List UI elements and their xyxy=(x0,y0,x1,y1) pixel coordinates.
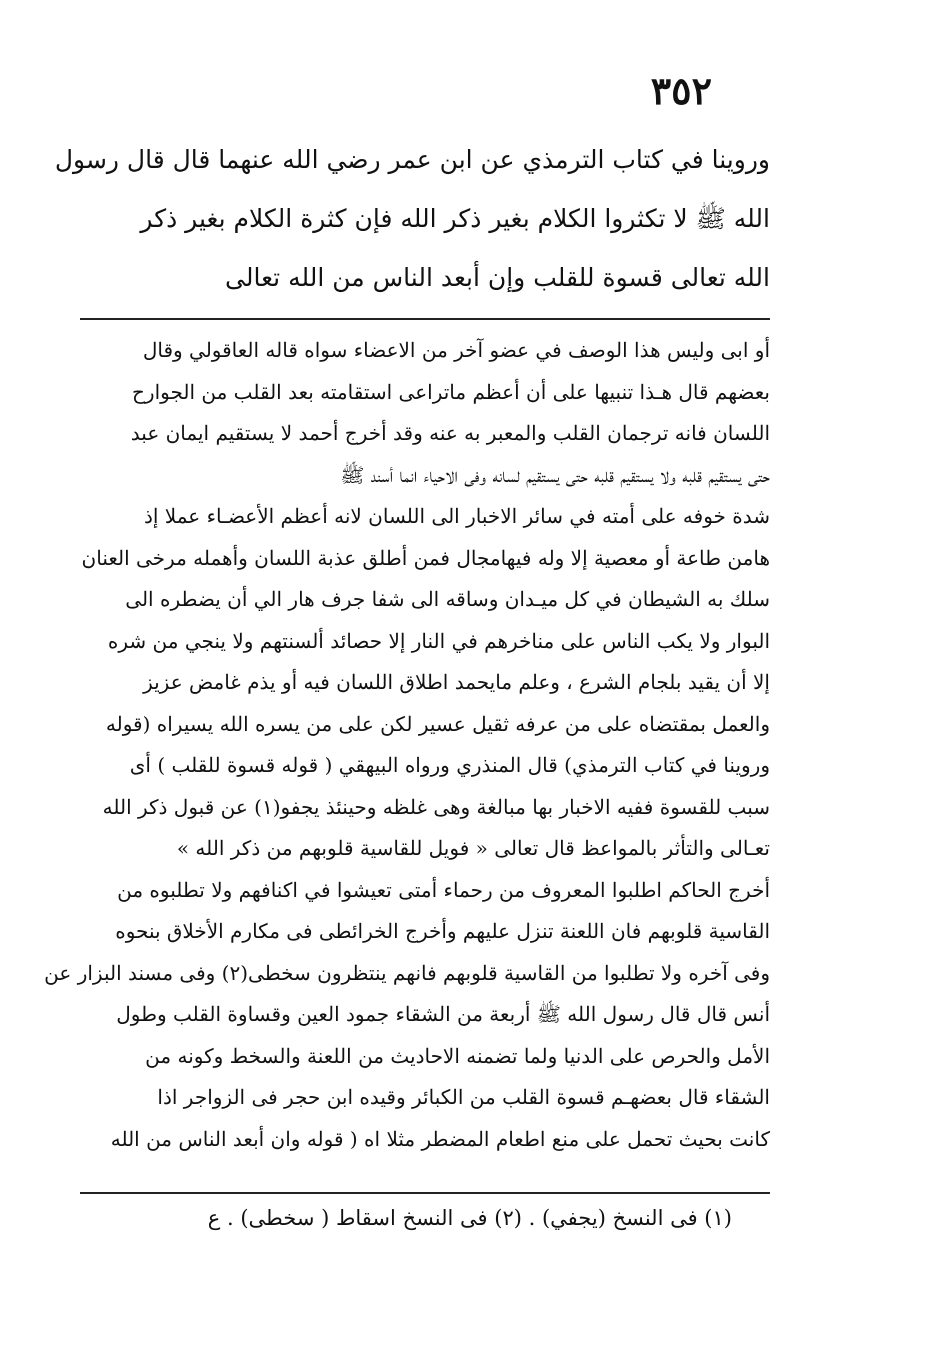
top-divider xyxy=(80,318,770,320)
page-number: ٣٥٢ xyxy=(650,68,712,113)
commentary-line: كانت بحيث تحمل على منع اطعام المضطر مثلا اه ( قوله وان أبعد الناس من الله xyxy=(110,1126,770,1151)
commentary-line: وفى آخره ولا تطلبوا من القاسية قلوبهم فانهم ينتظرون سخطى(٢) وفى مسند البزار عن xyxy=(44,960,770,985)
commentary-line: والعمل بمقتضاه على من عرفه ثقيل عسير لكن على من يسره الله يسيراه (قوله xyxy=(105,711,770,736)
commentary-line: شدة خوفه على أمته في سائر الاخبار الى اللسان لانه أعظم الأعضـاء عملا إذ xyxy=(143,504,770,528)
commentary-line: سلك به الشيطان في كل ميـدان وساقه الى شفا جرف هار الي أن يضطره الى xyxy=(125,587,770,611)
commentary-line: اللسان فانه ترجمان القلب والمعبر به عنه وقد أخرج أحمد لا يستقيم ايمان عبد xyxy=(130,421,770,445)
commentary-line: وروينا في كتاب الترمذي) قال المنذري ورواه البيهقي ( قوله قسوة للقلب ) أى xyxy=(129,753,770,777)
main-text-line: الله ﷺ لا تكثروا الكلام بغير ذكر الله فإن كثرة الكلام بغير ذكر xyxy=(140,204,770,233)
commentary-line: البوار ولا يكب الناس على مناخرهم في النار إلا حصائد ألسنتهم ولا ينجي من شره xyxy=(107,628,770,653)
commentary-line: الشقاء قال بعضهـم قسوة القلب من الكبائر وقيده ابن حجر فى الزواجر اذا xyxy=(157,1085,770,1109)
commentary-line: أنس قال قال رسول الله ﷺ أربعة من الشقاء جمود العين وقساوة القلب وطول xyxy=(116,1002,770,1026)
main-text-line: الله تعالى قسوة للقلب وإن أبعد الناس من الله تعالى xyxy=(225,263,770,292)
main-text xyxy=(54,130,770,307)
commentary-line: إلا أن يقيد بلجام الشرع ، وعلم مايحمد اطلاق اللسان فيه أو يذم غامض عزيز xyxy=(143,670,770,694)
footnote-divider xyxy=(80,1192,770,1194)
main-text-line: وروينا في كتاب الترمذي عن ابن عمر رضي الله عنهما قال قال رسول xyxy=(54,145,770,174)
footnote: (١) فى النسخ (يجفي) . (٢) فى النسخ اسقاط ( سخطى) . ع xyxy=(207,1206,732,1230)
commentary-line: أخرج الحاكم اطلبوا المعروف من رحماء أمتى تعيشوا في اكنافهم ولا تطلبوه من xyxy=(117,877,770,902)
commentary-line: بعضهم قال هـذا تنبيها على أن أعظم ماتراعى استقامته بعد القلب من الجوارح xyxy=(132,379,770,404)
commentary-line: هامن طاعة أو معصية إلا وله فيهامجال فمن أطلق عذبة اللسان وأهمله مرخى العنان xyxy=(81,545,770,570)
commentary-line: القاسية قلوبهم فان اللعنة تنزل عليهم وأخرج الخرائطى فى مكارم الأخلاق بنحوه xyxy=(115,919,770,943)
commentary-line: أو ابى وليس هذا الوصف في عضو آخر من الاعضاء سواه قاله العاقولي وقال xyxy=(142,338,770,362)
commentary-line: سبب للقسوة ففيه الاخبار بها مبالغة وهى غلظه وحينئذ يجفو(١) عن قبول ذكر الله xyxy=(102,794,770,819)
commentary-line: الأمل والحرص على الدنيا ولما تضمنه الاحاديث من اللعنة والسخط وكونه من xyxy=(145,1043,770,1068)
commentary-text xyxy=(44,330,770,1160)
commentary-line: حتى يستقيم قلبه ولا يستقيم قلبه حتى يستقيم لسانه وفى الاحياء انما أسند ﷺ xyxy=(340,462,770,487)
commentary-line: تعـالى والتأثر بالمواعظ قال تعالى « فويل للقاسية قلوبهم من ذكر الله » xyxy=(176,836,770,860)
